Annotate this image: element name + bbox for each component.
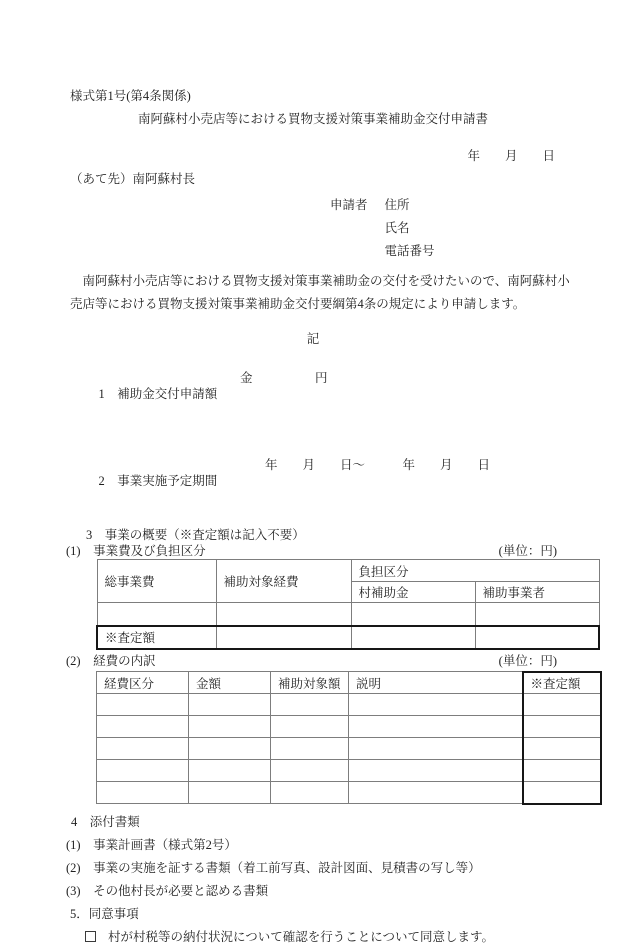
consent-text: 村が村税等の納付状況について確認を行うことについて同意します。 bbox=[108, 929, 495, 944]
section-3-2-label: (2) 経費の内訳 bbox=[66, 653, 156, 668]
empty-cell bbox=[189, 760, 271, 782]
empty-cell bbox=[189, 694, 271, 716]
body-paragraph-line: 売店等における買物支援対策事業補助金交付要綱第4条の規定により申請します。 bbox=[70, 297, 526, 311]
applicant-fields bbox=[385, 194, 435, 263]
empty-cell bbox=[349, 738, 523, 760]
col-expense-category: 経費区分 bbox=[97, 672, 189, 694]
attachment-item-3: (3) その他村長が必要と認める書類 bbox=[66, 883, 269, 898]
section-4-label: 4 添付書類 bbox=[71, 814, 140, 829]
col-eligible-amount: 補助対象額 bbox=[271, 672, 349, 694]
empty-cell bbox=[523, 716, 601, 738]
empty-cell bbox=[475, 626, 599, 649]
item-subsidy-amount-label: 1 補助金交付申請額 bbox=[98, 387, 218, 401]
empty-cell bbox=[216, 626, 351, 649]
section-5-label: 5．同意事項 bbox=[70, 906, 139, 921]
unit-note: (単位：円) bbox=[498, 544, 557, 558]
col-village-subsidy: 村補助金 bbox=[351, 582, 475, 603]
col-subsidized-operator: 補助事業者 bbox=[475, 582, 599, 603]
attachment-item-1: (1) 事業計画書（様式第2号） bbox=[66, 837, 237, 852]
empty-cell bbox=[523, 782, 601, 804]
empty-cell bbox=[349, 716, 523, 738]
unit-note: (単位：円) bbox=[498, 653, 557, 668]
empty-cell bbox=[523, 694, 601, 716]
empty-cell bbox=[271, 738, 349, 760]
empty-cell bbox=[271, 782, 349, 804]
item-project-period-label: 2 事業実施予定期間 bbox=[98, 474, 218, 488]
expense-detail-table bbox=[96, 671, 602, 805]
empty-cell bbox=[97, 782, 189, 804]
empty-cell bbox=[349, 760, 523, 782]
addressee: （あて先）南阿蘇村長 bbox=[70, 172, 196, 186]
empty-cell bbox=[271, 760, 349, 782]
ki-marker: 記 bbox=[306, 332, 320, 346]
empty-cell bbox=[216, 603, 351, 626]
empty-cell bbox=[97, 738, 189, 760]
amount-unit: 円 bbox=[315, 371, 328, 385]
applicant-address-label: 住所 bbox=[384, 198, 410, 212]
empty-cell bbox=[271, 716, 349, 738]
amount-prefix: 金 bbox=[240, 371, 253, 385]
cost-and-burden-table bbox=[96, 559, 600, 650]
section-3-2-header bbox=[66, 653, 560, 669]
empty-cell bbox=[351, 603, 475, 626]
col-burden-category: 負担区分 bbox=[351, 560, 599, 582]
empty-cell bbox=[97, 694, 189, 716]
applicant-block bbox=[330, 194, 560, 263]
project-period-dates: 年 月 日～ 年 月 日 bbox=[265, 458, 491, 472]
empty-cell bbox=[97, 716, 189, 738]
empty-cell bbox=[189, 782, 271, 804]
empty-cell bbox=[189, 738, 271, 760]
applicant-phone-label: 電話番号 bbox=[384, 244, 435, 258]
consent-checkbox[interactable] bbox=[85, 931, 96, 942]
item-project-period bbox=[86, 457, 560, 521]
col-description: 説明 bbox=[349, 672, 523, 694]
empty-cell bbox=[349, 694, 523, 716]
attachment-item-2: (2) 事業の実施を証する書類（着工前写真、設計図面、見積書の写し等） bbox=[66, 860, 481, 875]
date-line: 年 月 日 bbox=[467, 149, 555, 163]
empty-cell bbox=[97, 760, 189, 782]
empty-cell bbox=[189, 716, 271, 738]
document-title: 南阿蘇村小売店等における買物支援対策事業補助金交付申請書 bbox=[137, 112, 488, 126]
col-eligible-expense: 補助対象経費 bbox=[216, 560, 351, 603]
body-paragraph-line: 南阿蘇村小売店等における買物支援対策事業補助金の交付を受けたいので、南阿蘇村小 bbox=[70, 274, 570, 288]
item-subsidy-amount bbox=[86, 370, 560, 450]
col-assessment: ※査定額 bbox=[523, 672, 601, 694]
col-amount: 金額 bbox=[189, 672, 271, 694]
applicant-name-label: 氏名 bbox=[384, 221, 410, 235]
applicant-label: 申請者 bbox=[330, 198, 368, 212]
empty-cell bbox=[475, 603, 599, 626]
consent-row bbox=[85, 929, 560, 945]
empty-cell bbox=[523, 760, 601, 782]
assessment-label: ※査定額 bbox=[97, 626, 216, 649]
form-number: 様式第1号(第4条関係) bbox=[70, 89, 191, 103]
section-3-1-header bbox=[66, 543, 560, 559]
empty-cell bbox=[97, 603, 216, 626]
col-total-cost: 総事業費 bbox=[97, 560, 216, 603]
section-3-1-label: (1) 事業費及び負担区分 bbox=[66, 544, 206, 558]
item-project-outline: 3 事業の概要（※査定額は記入不要） bbox=[86, 528, 305, 542]
empty-cell bbox=[271, 694, 349, 716]
empty-cell bbox=[351, 626, 475, 649]
empty-cell bbox=[523, 738, 601, 760]
empty-cell bbox=[349, 782, 523, 804]
body-paragraph bbox=[70, 270, 570, 316]
